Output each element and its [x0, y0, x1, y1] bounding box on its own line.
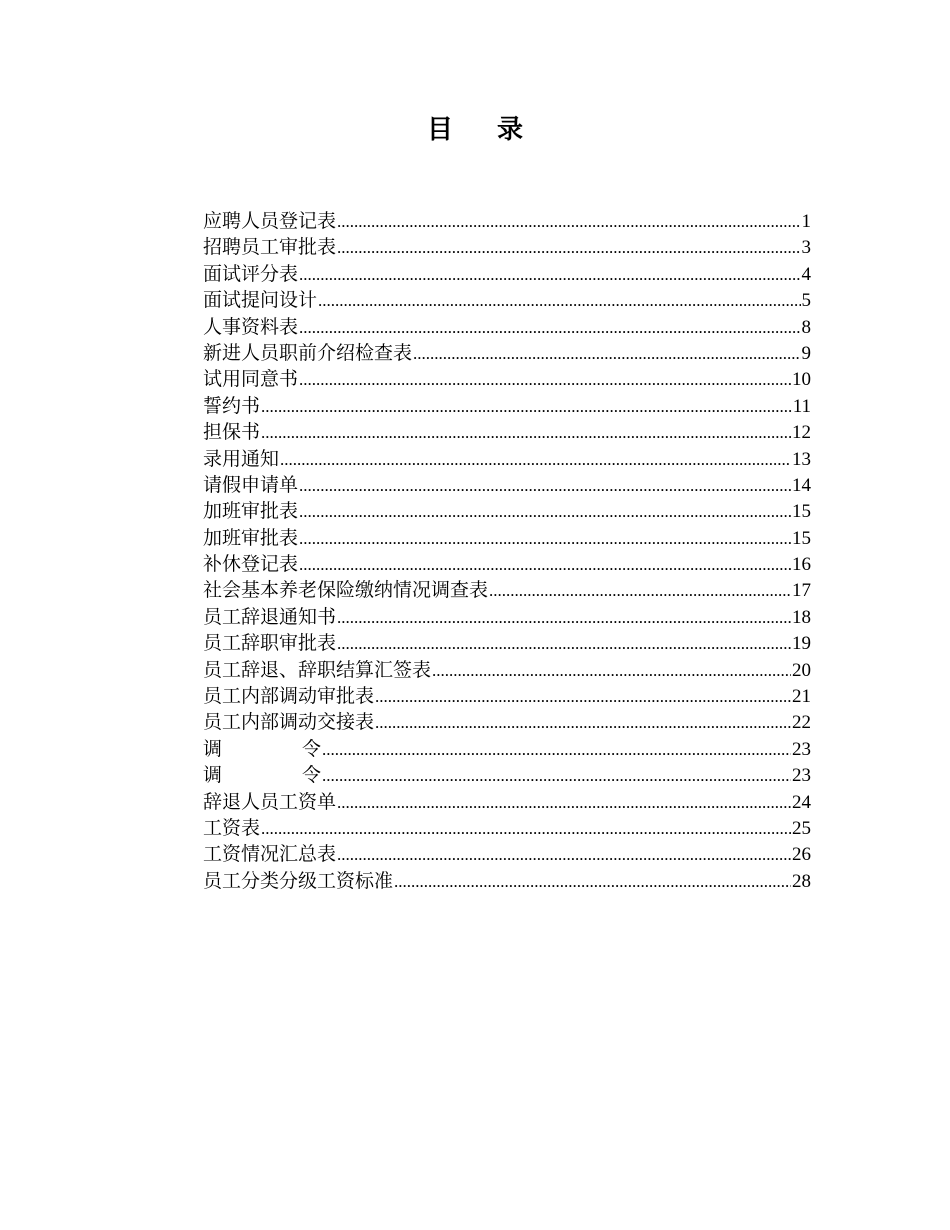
toc-entry-label: 员工辞退通知书	[203, 605, 337, 628]
toc-entry[interactable]	[203, 657, 811, 683]
toc-entry[interactable]	[203, 393, 811, 419]
toc-entry[interactable]	[203, 446, 811, 472]
toc-entry-label: 员工分类分级工资标准	[203, 869, 394, 892]
toc-dot-leader	[280, 447, 791, 473]
toc-entry-label: 面试评分表	[203, 262, 299, 285]
toc-dot-leader	[375, 684, 791, 710]
toc-dot-leader	[337, 209, 800, 235]
toc-dot-leader	[432, 658, 791, 684]
toc-dot-leader	[261, 420, 791, 446]
toc-page-number: 23	[792, 738, 811, 760]
toc-entry[interactable]	[203, 630, 811, 656]
title-char-1: 目	[426, 115, 453, 145]
title-char-2: 录	[497, 115, 524, 145]
toc-dot-leader	[337, 631, 791, 657]
toc-dot-leader	[337, 605, 791, 631]
toc-entry-label: 誓约书	[203, 394, 261, 417]
toc-page-number: 14	[792, 474, 811, 496]
toc-page-number: 25	[792, 817, 811, 839]
toc-entry[interactable]	[203, 604, 811, 630]
toc-entry-label: 人事资料表	[203, 315, 299, 338]
toc-entry[interactable]	[203, 762, 811, 788]
toc-dot-leader	[394, 869, 791, 895]
toc-entry[interactable]	[203, 419, 811, 445]
toc-page-number: 17	[792, 580, 811, 602]
toc-entry[interactable]	[203, 525, 811, 551]
toc-entry[interactable]	[203, 498, 811, 524]
toc-entry[interactable]	[203, 234, 811, 260]
toc-entry-label-part: 调	[203, 764, 223, 787]
toc-entry[interactable]	[203, 314, 811, 340]
toc-page-number: 15	[792, 527, 811, 549]
toc-entry[interactable]	[203, 287, 811, 313]
toc-dot-leader	[322, 763, 791, 789]
toc-page-number: 19	[792, 633, 811, 655]
toc-entry[interactable]	[203, 208, 811, 234]
toc-page-number: 11	[792, 395, 811, 417]
toc-dot-leader	[337, 842, 791, 868]
toc-page-number: 10	[792, 369, 811, 391]
toc-page-number: 4	[801, 263, 811, 285]
toc-entry-label-part: 令	[301, 737, 321, 760]
toc-entry-label: 担保书	[203, 421, 261, 444]
toc-page-number: 22	[792, 712, 811, 734]
toc-page-number: 21	[792, 686, 811, 708]
toc-dot-leader	[337, 235, 800, 261]
toc-dot-leader	[489, 578, 791, 604]
toc-entry-label: 补休登记表	[203, 553, 299, 576]
toc-entry-label: 员工辞退、辞职结算汇签表	[203, 658, 432, 681]
toc-entry-label: 员工内部调动审批表	[203, 685, 375, 708]
toc-dot-leader	[299, 526, 791, 552]
toc-page-number: 18	[792, 606, 811, 628]
toc-dot-leader	[299, 262, 800, 288]
toc-entry-label: 辞退人员工资单	[203, 790, 337, 813]
toc-page-number: 26	[792, 844, 811, 866]
toc-dot-leader	[413, 341, 800, 367]
toc-entry-label: 工资表	[203, 816, 261, 839]
toc-entry-label: 员工辞职审批表	[203, 632, 337, 655]
toc-entry[interactable]	[203, 841, 811, 867]
toc-entry-label	[203, 736, 321, 762]
toc-dot-leader	[318, 288, 800, 314]
toc-entry[interactable]	[203, 551, 811, 577]
toc-entry-label: 社会基本养老保险缴纳情况调查表	[203, 579, 489, 602]
toc-page-number: 9	[801, 342, 811, 364]
toc-page-number: 24	[792, 791, 811, 813]
toc-entry-label	[203, 762, 321, 788]
toc-entry-label: 加班审批表	[203, 500, 299, 523]
toc-entry-label: 试用同意书	[203, 368, 299, 391]
toc-page-number: 28	[792, 870, 811, 892]
toc-page-number: 13	[792, 448, 811, 470]
toc-page-number: 3	[801, 237, 811, 259]
toc-entry-label-part: 调	[203, 737, 223, 760]
toc-entry-label: 面试提问设计	[203, 289, 318, 312]
page-title	[0, 112, 950, 148]
toc-entry-label: 新进人员职前介绍检查表	[203, 341, 413, 364]
table-of-contents	[203, 208, 811, 894]
toc-entry[interactable]	[203, 736, 811, 762]
toc-entry-label: 加班审批表	[203, 526, 299, 549]
toc-entry-label: 招聘员工审批表	[203, 236, 337, 259]
toc-dot-leader	[375, 710, 791, 736]
toc-page-number: 15	[792, 501, 811, 523]
toc-entry[interactable]	[203, 815, 811, 841]
toc-entry-label: 工资情况汇总表	[203, 843, 337, 866]
toc-entry-label: 员工内部调动交接表	[203, 711, 375, 734]
toc-dot-leader	[261, 394, 792, 420]
toc-entry[interactable]	[203, 366, 811, 392]
toc-dot-leader	[299, 499, 791, 525]
toc-dot-leader	[261, 816, 791, 842]
toc-page-number: 8	[801, 316, 811, 338]
toc-page-number: 16	[792, 554, 811, 576]
toc-entry[interactable]	[203, 868, 811, 894]
toc-entry[interactable]	[203, 683, 811, 709]
toc-entry[interactable]	[203, 789, 811, 815]
toc-page-number: 5	[801, 290, 811, 312]
toc-dot-leader	[337, 790, 791, 816]
toc-dot-leader	[299, 367, 791, 393]
toc-page-number: 23	[792, 765, 811, 787]
toc-entry-label-part: 令	[301, 764, 321, 787]
toc-dot-leader	[299, 473, 791, 499]
toc-entry[interactable]	[203, 472, 811, 498]
toc-entry[interactable]	[203, 709, 811, 735]
toc-page-number: 20	[792, 659, 811, 681]
toc-entry[interactable]	[203, 577, 811, 603]
toc-dot-leader	[322, 737, 791, 763]
toc-entry[interactable]	[203, 340, 811, 366]
toc-page-number: 12	[792, 422, 811, 444]
toc-entry-label: 录用通知	[203, 447, 280, 470]
toc-entry-label: 应聘人员登记表	[203, 210, 337, 232]
toc-entry[interactable]	[203, 261, 811, 287]
toc-dot-leader	[299, 552, 791, 578]
toc-dot-leader	[299, 315, 800, 341]
toc-page-number: 1	[801, 211, 811, 232]
toc-entry-label: 请假申请单	[203, 473, 299, 496]
